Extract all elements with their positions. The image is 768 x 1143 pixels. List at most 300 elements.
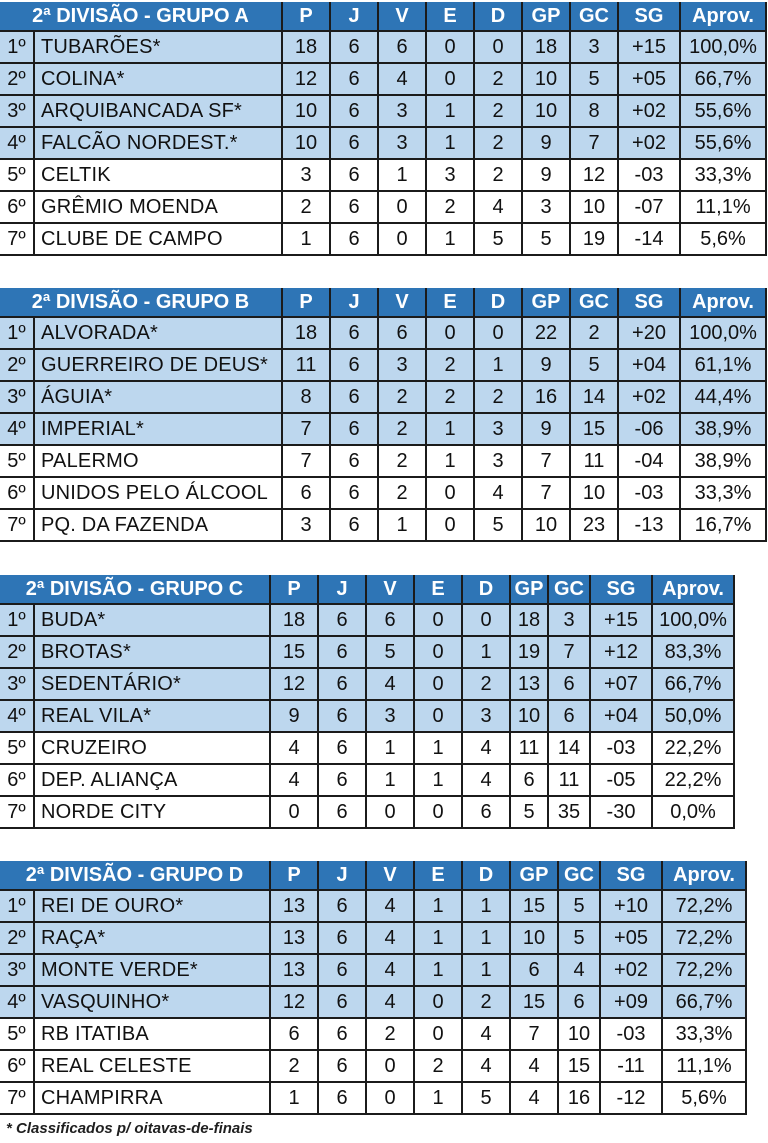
goals-against-cell: 23 xyxy=(570,509,618,541)
points-cell: 13 xyxy=(270,890,318,922)
table-row xyxy=(0,954,746,986)
performance-cell: 11,1% xyxy=(680,191,766,223)
losses-cell: 4 xyxy=(474,191,522,223)
team-name: GUERREIRO DE DEUS* xyxy=(34,349,282,381)
played-cell: 6 xyxy=(318,700,366,732)
table-body xyxy=(0,604,734,828)
goals-for-cell: 22 xyxy=(522,317,570,349)
points-cell: 2 xyxy=(270,1050,318,1082)
goals-for-cell: 10 xyxy=(522,509,570,541)
team-name: FALCÃO NORDEST.* xyxy=(34,127,282,159)
goal-diff-cell: +15 xyxy=(590,604,652,636)
points-cell: 6 xyxy=(270,1018,318,1050)
standings-table xyxy=(0,288,767,542)
goals-for-cell: 4 xyxy=(510,1050,558,1082)
goals-against-cell: 12 xyxy=(570,159,618,191)
col-v: V xyxy=(366,575,414,604)
goal-diff-cell: +15 xyxy=(618,31,680,63)
table-row xyxy=(0,223,766,255)
header-row xyxy=(0,2,766,31)
points-cell: 2 xyxy=(282,191,330,223)
losses-cell: 4 xyxy=(462,1050,510,1082)
goals-against-cell: 11 xyxy=(548,764,590,796)
performance-cell: 33,3% xyxy=(680,477,766,509)
played-cell: 6 xyxy=(330,349,378,381)
goals-against-cell: 8 xyxy=(570,95,618,127)
standings-table xyxy=(0,2,767,256)
col-sg: SG xyxy=(600,861,662,890)
table-row xyxy=(0,477,766,509)
draws-cell: 1 xyxy=(426,95,474,127)
table-row xyxy=(0,63,766,95)
points-cell: 15 xyxy=(270,636,318,668)
played-cell: 6 xyxy=(318,668,366,700)
played-cell: 6 xyxy=(330,127,378,159)
points-cell: 7 xyxy=(282,413,330,445)
col-v: V xyxy=(378,288,426,317)
played-cell: 6 xyxy=(330,223,378,255)
col-gc: GC xyxy=(570,288,618,317)
performance-cell: 22,2% xyxy=(652,732,734,764)
wins-cell: 3 xyxy=(378,127,426,159)
losses-cell: 3 xyxy=(474,413,522,445)
draws-cell: 0 xyxy=(414,668,462,700)
wins-cell: 2 xyxy=(378,413,426,445)
performance-cell: 66,7% xyxy=(680,63,766,95)
goals-against-cell: 7 xyxy=(548,636,590,668)
team-name: UNIDOS PELO ÁLCOOL xyxy=(34,477,282,509)
goal-diff-cell: -04 xyxy=(618,445,680,477)
group-title: 2ª DIVISÃO - GRUPO A xyxy=(0,2,282,31)
played-cell: 6 xyxy=(330,63,378,95)
position-cell: 2º xyxy=(0,636,34,668)
position-cell: 5º xyxy=(0,159,34,191)
draws-cell: 1 xyxy=(414,1082,462,1114)
goal-diff-cell: -07 xyxy=(618,191,680,223)
played-cell: 6 xyxy=(318,796,366,828)
draws-cell: 0 xyxy=(426,477,474,509)
goals-against-cell: 11 xyxy=(570,445,618,477)
losses-cell: 1 xyxy=(462,954,510,986)
goals-against-cell: 4 xyxy=(558,954,600,986)
played-cell: 6 xyxy=(330,381,378,413)
goal-diff-cell: -11 xyxy=(600,1050,662,1082)
table-row xyxy=(0,317,766,349)
group-title: 2ª DIVISÃO - GRUPO C xyxy=(0,575,270,604)
losses-cell: 0 xyxy=(462,604,510,636)
col-gc: GC xyxy=(548,575,590,604)
performance-cell: 100,0% xyxy=(652,604,734,636)
wins-cell: 6 xyxy=(378,31,426,63)
goals-against-cell: 5 xyxy=(570,63,618,95)
played-cell: 6 xyxy=(318,732,366,764)
header-row xyxy=(0,575,734,604)
points-cell: 18 xyxy=(270,604,318,636)
goals-against-cell: 15 xyxy=(558,1050,600,1082)
col-sg: SG xyxy=(618,288,680,317)
position-cell: 6º xyxy=(0,1050,34,1082)
table-row xyxy=(0,796,734,828)
col-gp: GP xyxy=(510,861,558,890)
played-cell: 6 xyxy=(330,509,378,541)
col-sg: SG xyxy=(590,575,652,604)
losses-cell: 2 xyxy=(474,381,522,413)
team-name: TUBARÕES* xyxy=(34,31,282,63)
goal-diff-cell: +20 xyxy=(618,317,680,349)
played-cell: 6 xyxy=(330,159,378,191)
team-name: BROTAS* xyxy=(34,636,270,668)
col-j: J xyxy=(330,288,378,317)
goals-for-cell: 9 xyxy=(522,349,570,381)
wins-cell: 2 xyxy=(378,381,426,413)
played-cell: 6 xyxy=(318,986,366,1018)
played-cell: 6 xyxy=(318,764,366,796)
position-cell: 7º xyxy=(0,1082,34,1114)
goals-for-cell: 9 xyxy=(522,159,570,191)
col-aprov: Aprov. xyxy=(680,288,766,317)
played-cell: 6 xyxy=(318,922,366,954)
goals-for-cell: 15 xyxy=(510,890,558,922)
col-p: P xyxy=(282,288,330,317)
goal-diff-cell: -03 xyxy=(618,159,680,191)
goals-for-cell: 9 xyxy=(522,413,570,445)
col-gc: GC xyxy=(570,2,618,31)
col-e: E xyxy=(426,288,474,317)
goals-for-cell: 19 xyxy=(510,636,548,668)
col-gp: GP xyxy=(510,575,548,604)
draws-cell: 1 xyxy=(414,922,462,954)
wins-cell: 3 xyxy=(378,95,426,127)
draws-cell: 0 xyxy=(426,31,474,63)
wins-cell: 4 xyxy=(366,922,414,954)
goal-diff-cell: -03 xyxy=(618,477,680,509)
goals-for-cell: 6 xyxy=(510,954,558,986)
goals-against-cell: 14 xyxy=(548,732,590,764)
table-row xyxy=(0,604,734,636)
table-row xyxy=(0,445,766,477)
team-name: ARQUIBANCADA SF* xyxy=(34,95,282,127)
col-j: J xyxy=(318,575,366,604)
goals-for-cell: 7 xyxy=(510,1018,558,1050)
position-cell: 3º xyxy=(0,954,34,986)
goal-diff-cell: -06 xyxy=(618,413,680,445)
wins-cell: 2 xyxy=(366,1018,414,1050)
losses-cell: 3 xyxy=(462,700,510,732)
draws-cell: 0 xyxy=(414,700,462,732)
wins-cell: 1 xyxy=(378,509,426,541)
col-e: E xyxy=(414,575,462,604)
goal-diff-cell: +09 xyxy=(600,986,662,1018)
wins-cell: 5 xyxy=(366,636,414,668)
played-cell: 6 xyxy=(330,477,378,509)
team-name: MONTE VERDE* xyxy=(34,954,270,986)
position-cell: 2º xyxy=(0,63,34,95)
header-row xyxy=(0,861,746,890)
col-j: J xyxy=(330,2,378,31)
played-cell: 6 xyxy=(318,954,366,986)
col-v: V xyxy=(378,2,426,31)
losses-cell: 1 xyxy=(462,922,510,954)
performance-cell: 38,9% xyxy=(680,445,766,477)
position-cell: 5º xyxy=(0,732,34,764)
points-cell: 4 xyxy=(270,732,318,764)
col-sg: SG xyxy=(618,2,680,31)
draws-cell: 2 xyxy=(426,349,474,381)
draws-cell: 3 xyxy=(426,159,474,191)
group-title: 2ª DIVISÃO - GRUPO D xyxy=(0,861,270,890)
performance-cell: 5,6% xyxy=(680,223,766,255)
played-cell: 6 xyxy=(330,31,378,63)
draws-cell: 0 xyxy=(414,1018,462,1050)
points-cell: 6 xyxy=(282,477,330,509)
goals-for-cell: 4 xyxy=(510,1082,558,1114)
losses-cell: 1 xyxy=(474,349,522,381)
goal-diff-cell: -03 xyxy=(590,732,652,764)
played-cell: 6 xyxy=(330,191,378,223)
points-cell: 12 xyxy=(282,63,330,95)
col-gc: GC xyxy=(558,861,600,890)
goals-for-cell: 15 xyxy=(510,986,558,1018)
position-cell: 1º xyxy=(0,890,34,922)
goals-against-cell: 6 xyxy=(558,986,600,1018)
goals-against-cell: 5 xyxy=(570,349,618,381)
team-name: NORDE CITY xyxy=(34,796,270,828)
position-cell: 4º xyxy=(0,700,34,732)
col-d: D xyxy=(474,2,522,31)
points-cell: 0 xyxy=(270,796,318,828)
goals-against-cell: 15 xyxy=(570,413,618,445)
position-cell: 1º xyxy=(0,317,34,349)
goals-against-cell: 5 xyxy=(558,890,600,922)
table-row xyxy=(0,509,766,541)
performance-cell: 72,2% xyxy=(662,890,746,922)
losses-cell: 0 xyxy=(474,31,522,63)
goals-for-cell: 13 xyxy=(510,668,548,700)
losses-cell: 5 xyxy=(474,509,522,541)
table-row xyxy=(0,159,766,191)
draws-cell: 0 xyxy=(414,604,462,636)
draws-cell: 1 xyxy=(426,127,474,159)
draws-cell: 1 xyxy=(426,223,474,255)
group-d xyxy=(0,861,768,1115)
group-a xyxy=(0,2,768,256)
losses-cell: 2 xyxy=(462,986,510,1018)
table-row xyxy=(0,636,734,668)
team-name: GRÊMIO MOENDA xyxy=(34,191,282,223)
performance-cell: 72,2% xyxy=(662,954,746,986)
team-name: COLINA* xyxy=(34,63,282,95)
points-cell: 18 xyxy=(282,317,330,349)
position-cell: 3º xyxy=(0,668,34,700)
losses-cell: 2 xyxy=(474,63,522,95)
col-gp: GP xyxy=(522,288,570,317)
col-gp: GP xyxy=(522,2,570,31)
goals-against-cell: 2 xyxy=(570,317,618,349)
goals-against-cell: 16 xyxy=(558,1082,600,1114)
points-cell: 18 xyxy=(282,31,330,63)
performance-cell: 11,1% xyxy=(662,1050,746,1082)
draws-cell: 0 xyxy=(426,509,474,541)
goals-for-cell: 3 xyxy=(522,191,570,223)
table-row xyxy=(0,1082,746,1114)
draws-cell: 0 xyxy=(414,796,462,828)
goals-against-cell: 6 xyxy=(548,700,590,732)
col-aprov: Aprov. xyxy=(680,2,766,31)
goal-diff-cell: +12 xyxy=(590,636,652,668)
losses-cell: 6 xyxy=(462,796,510,828)
table-row xyxy=(0,986,746,1018)
team-name: RAÇA* xyxy=(34,922,270,954)
draws-cell: 0 xyxy=(414,986,462,1018)
team-name: REAL VILA* xyxy=(34,700,270,732)
wins-cell: 6 xyxy=(366,604,414,636)
performance-cell: 66,7% xyxy=(652,668,734,700)
table-row xyxy=(0,922,746,954)
position-cell: 2º xyxy=(0,349,34,381)
played-cell: 6 xyxy=(318,1018,366,1050)
table-row xyxy=(0,890,746,922)
draws-cell: 1 xyxy=(414,732,462,764)
goals-against-cell: 10 xyxy=(570,477,618,509)
goal-diff-cell: -05 xyxy=(590,764,652,796)
performance-cell: 66,7% xyxy=(662,986,746,1018)
played-cell: 6 xyxy=(318,1050,366,1082)
wins-cell: 4 xyxy=(366,668,414,700)
team-name: ÁGUIA* xyxy=(34,381,282,413)
position-cell: 3º xyxy=(0,381,34,413)
col-d: D xyxy=(474,288,522,317)
goals-for-cell: 16 xyxy=(522,381,570,413)
goal-diff-cell: +05 xyxy=(600,922,662,954)
goal-diff-cell: +02 xyxy=(618,381,680,413)
draws-cell: 2 xyxy=(426,381,474,413)
losses-cell: 4 xyxy=(474,477,522,509)
table-row xyxy=(0,732,734,764)
draws-cell: 0 xyxy=(414,636,462,668)
played-cell: 6 xyxy=(318,636,366,668)
losses-cell: 4 xyxy=(462,764,510,796)
goal-diff-cell: -03 xyxy=(600,1018,662,1050)
position-cell: 6º xyxy=(0,764,34,796)
losses-cell: 1 xyxy=(462,636,510,668)
table-row xyxy=(0,191,766,223)
position-cell: 2º xyxy=(0,922,34,954)
position-cell: 7º xyxy=(0,796,34,828)
goal-diff-cell: +02 xyxy=(600,954,662,986)
table-row xyxy=(0,1050,746,1082)
points-cell: 12 xyxy=(270,668,318,700)
position-cell: 7º xyxy=(0,509,34,541)
points-cell: 8 xyxy=(282,381,330,413)
points-cell: 10 xyxy=(282,95,330,127)
wins-cell: 4 xyxy=(366,986,414,1018)
goals-against-cell: 10 xyxy=(558,1018,600,1050)
points-cell: 11 xyxy=(282,349,330,381)
goal-diff-cell: -12 xyxy=(600,1082,662,1114)
points-cell: 13 xyxy=(270,954,318,986)
position-cell: 6º xyxy=(0,477,34,509)
losses-cell: 4 xyxy=(462,1018,510,1050)
losses-cell: 2 xyxy=(474,95,522,127)
goal-diff-cell: +07 xyxy=(590,668,652,700)
team-name: REI DE OURO* xyxy=(34,890,270,922)
losses-cell: 2 xyxy=(474,159,522,191)
table-row xyxy=(0,1018,746,1050)
performance-cell: 16,7% xyxy=(680,509,766,541)
performance-cell: 50,0% xyxy=(652,700,734,732)
wins-cell: 0 xyxy=(366,1082,414,1114)
losses-cell: 0 xyxy=(474,317,522,349)
table-row xyxy=(0,95,766,127)
points-cell: 12 xyxy=(270,986,318,1018)
losses-cell: 4 xyxy=(462,732,510,764)
goal-diff-cell: +04 xyxy=(618,349,680,381)
position-cell: 1º xyxy=(0,31,34,63)
points-cell: 3 xyxy=(282,159,330,191)
points-cell: 1 xyxy=(282,223,330,255)
table-row xyxy=(0,349,766,381)
position-cell: 4º xyxy=(0,127,34,159)
performance-cell: 100,0% xyxy=(680,31,766,63)
performance-cell: 100,0% xyxy=(680,317,766,349)
points-cell: 7 xyxy=(282,445,330,477)
col-e: E xyxy=(426,2,474,31)
goal-diff-cell: +02 xyxy=(618,95,680,127)
points-cell: 3 xyxy=(282,509,330,541)
col-p: P xyxy=(282,2,330,31)
wins-cell: 0 xyxy=(378,191,426,223)
losses-cell: 2 xyxy=(462,668,510,700)
performance-cell: 5,6% xyxy=(662,1082,746,1114)
team-name: CRUZEIRO xyxy=(34,732,270,764)
draws-cell: 1 xyxy=(426,445,474,477)
goals-against-cell: 3 xyxy=(570,31,618,63)
table-body xyxy=(0,890,746,1114)
losses-cell: 1 xyxy=(462,890,510,922)
performance-cell: 33,3% xyxy=(680,159,766,191)
played-cell: 6 xyxy=(318,890,366,922)
goals-for-cell: 9 xyxy=(522,127,570,159)
group-b xyxy=(0,288,768,542)
goal-diff-cell: +05 xyxy=(618,63,680,95)
position-cell: 7º xyxy=(0,223,34,255)
goals-for-cell: 10 xyxy=(510,700,548,732)
goals-for-cell: 7 xyxy=(522,477,570,509)
goals-for-cell: 6 xyxy=(510,764,548,796)
goals-against-cell: 3 xyxy=(548,604,590,636)
played-cell: 6 xyxy=(330,317,378,349)
position-cell: 5º xyxy=(0,1018,34,1050)
goal-diff-cell: +10 xyxy=(600,890,662,922)
position-cell: 1º xyxy=(0,604,34,636)
position-cell: 5º xyxy=(0,445,34,477)
performance-cell: 38,9% xyxy=(680,413,766,445)
goals-against-cell: 10 xyxy=(570,191,618,223)
played-cell: 6 xyxy=(330,413,378,445)
losses-cell: 3 xyxy=(474,445,522,477)
draws-cell: 1 xyxy=(414,890,462,922)
performance-cell: 0,0% xyxy=(652,796,734,828)
draws-cell: 2 xyxy=(426,191,474,223)
goals-against-cell: 6 xyxy=(548,668,590,700)
footnote: * Classificados p/ oitavas-de-finais xyxy=(6,1120,253,1137)
played-cell: 6 xyxy=(318,1082,366,1114)
wins-cell: 4 xyxy=(366,954,414,986)
col-d: D xyxy=(462,861,510,890)
losses-cell: 2 xyxy=(474,127,522,159)
col-j: J xyxy=(318,861,366,890)
table-row xyxy=(0,764,734,796)
